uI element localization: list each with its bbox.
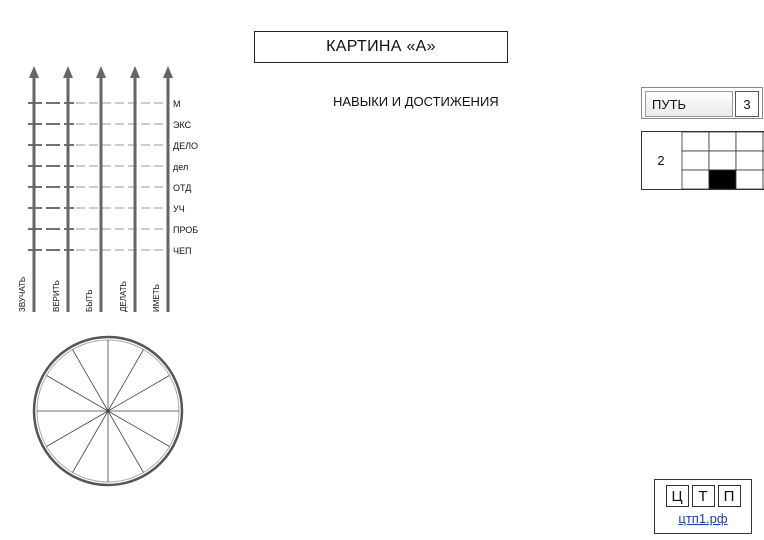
grid-cell [736,132,763,151]
ladder-axis-label: ЗВУЧАТЬ [18,276,27,312]
ladder-level-label: М [173,99,181,109]
ladder-arrow-head [96,66,106,78]
logo-letters [655,485,751,507]
wheel-diagram [30,335,190,490]
ladder-axis-label: ВЕРИТЬ [52,280,61,312]
grid-cell [682,170,709,189]
wheel-spoke [47,376,108,412]
ladder-arrow-head [130,66,140,78]
ladder-arrow-head [29,66,39,78]
grid-cell [682,151,709,170]
logo-letter-t: Т [692,485,715,507]
wheel-spoke [73,411,109,472]
wheel-spoke [47,411,108,447]
ladder-arrow-head [163,66,173,78]
grid-cell [736,170,763,189]
grid-label: 2 [657,152,665,168]
path-label: ПУТЬ [652,96,687,112]
ladder-level-label: ОТД [173,183,192,193]
ladder-level-label: УЧ [173,204,185,214]
page-title [254,31,508,63]
ladder-axis-label: БЫТЬ [85,289,94,312]
ladder-arrow-head [63,66,73,78]
wheel-spoke [108,376,169,412]
ladder-axis-label: ДЕЛАТЬ [119,281,128,312]
section-subtitle: НАВЫКИ И ДОСТИЖЕНИЯ [333,94,499,109]
grid-cell-filled [709,170,736,189]
skills-ladder-diagram [0,0,230,330]
ladder-level-label: ЧЕП [173,246,192,256]
path-number-field [735,91,759,117]
site-link[interactable]: цтп1.рф [678,511,728,526]
ladder-level-label: ПРОБ [173,225,199,235]
path-number: 3 [743,96,751,112]
wheel-spoke [108,411,144,472]
level-grid [641,131,764,191]
ladder-level-label: ДЕЛО [173,141,199,151]
wheel-spoke [108,350,144,411]
ladder-level-label: ЭКС [173,120,192,130]
ctp-logo [654,479,752,534]
logo-letter-c: Ц [666,485,689,507]
path-label-field [645,91,733,117]
ladder-axis-label: ИМЕТЬ [152,284,161,312]
grid-cell [682,132,709,151]
ladder-level-label: дел [173,162,189,172]
wheel-spoke [108,411,169,447]
grid-cell [736,151,763,170]
page-title-text: КАРТИНА «А» [326,38,436,55]
logo-letter-p: П [718,485,741,507]
grid-cell [709,132,736,151]
grid-cells [641,131,764,191]
path-box [641,87,763,119]
wheel-spoke [73,350,109,411]
grid-cell [709,151,736,170]
